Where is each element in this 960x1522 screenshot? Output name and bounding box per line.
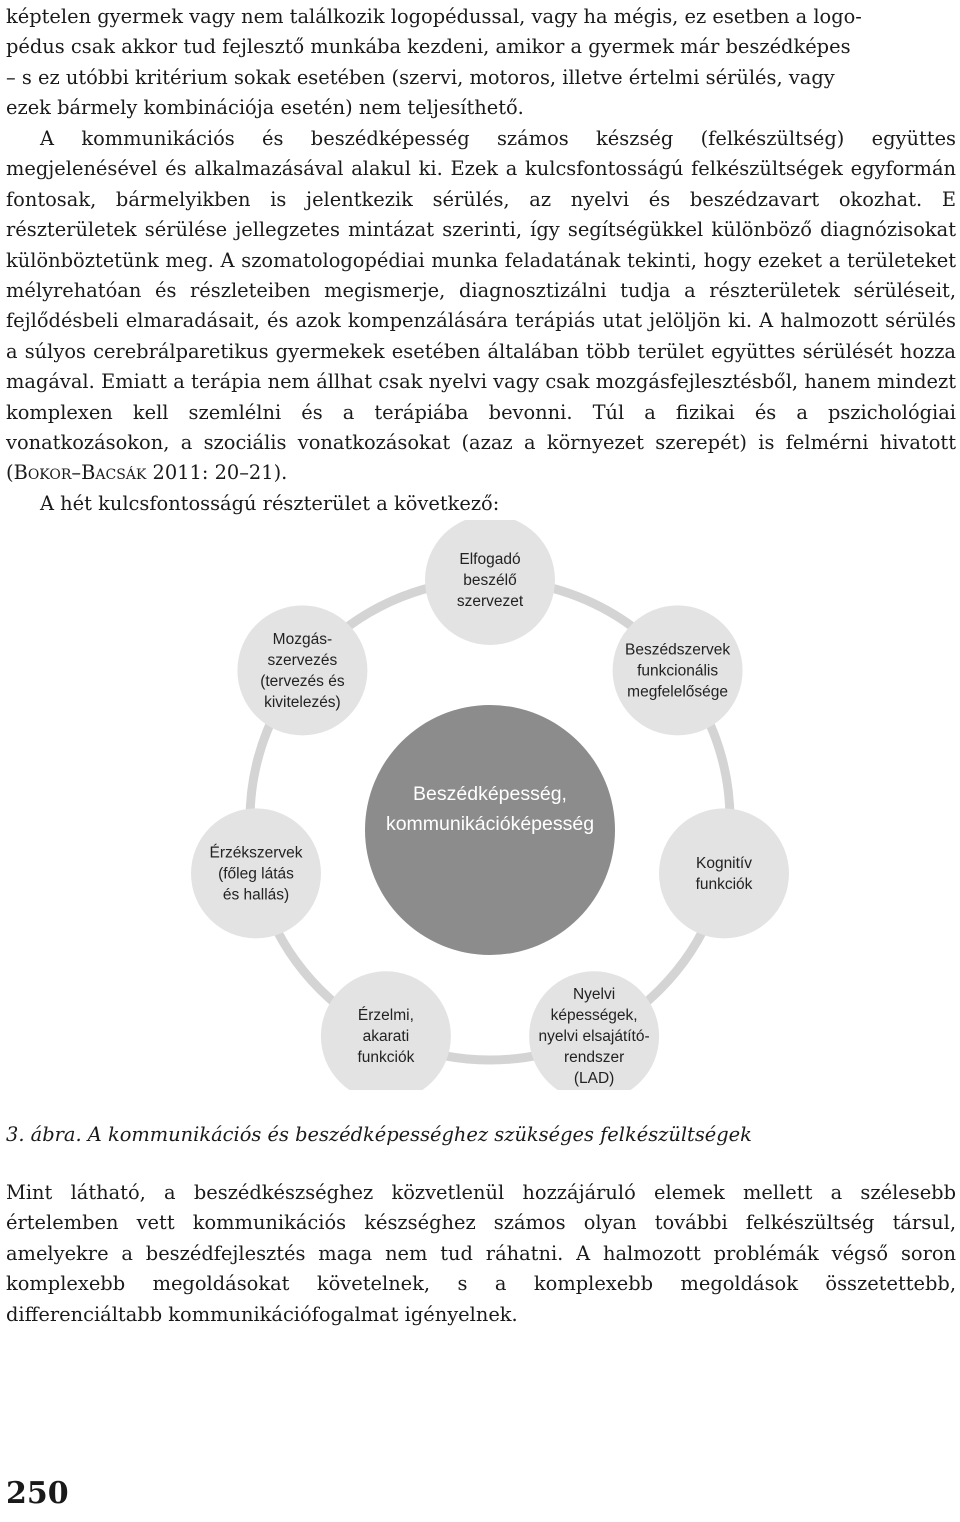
diagram-node-circle bbox=[237, 605, 367, 735]
diagram-node-label: funkciók bbox=[695, 875, 753, 893]
competences-diagram bbox=[0, 520, 960, 1090]
diagram-node-label: akarati bbox=[362, 1028, 410, 1046]
diagram-node-label: Kognitív bbox=[695, 854, 753, 872]
citation-dash: – bbox=[71, 461, 82, 485]
diagram-node-label: kivitelezés) bbox=[264, 693, 341, 711]
diagram-canvas bbox=[0, 520, 960, 1090]
text-line: ezek bármely kombinációja esetén) nem teljesíthető. bbox=[6, 96, 524, 120]
diagram-node-label: Érzelmi, bbox=[357, 1007, 414, 1025]
center-label-line: kommunikációképesség bbox=[385, 813, 595, 835]
citation-year-pages: 2011: 20–21). bbox=[146, 461, 288, 485]
paragraph-key-competences bbox=[6, 124, 956, 519]
page-number: 250 bbox=[6, 1476, 69, 1511]
diagram-node-label: Elfogadó bbox=[459, 551, 521, 568]
diagram-node-label: (tervezés és bbox=[260, 672, 345, 690]
diagram-node-label: funkciók bbox=[357, 1049, 415, 1067]
diagram-node-label: szervezés bbox=[267, 651, 338, 669]
diagram-node-label: funkcionális bbox=[637, 662, 719, 680]
text-line: pédus csak akkor tud fejlesztő munkába kezdeni, amikor a gyermek már beszédképes bbox=[6, 35, 851, 59]
diagram-node-label: szervezet bbox=[456, 593, 524, 610]
paragraph-conclusion bbox=[6, 1178, 956, 1330]
diagram-node-label: és hallás) bbox=[222, 886, 290, 904]
diagram-node-label: Érzékszervek bbox=[209, 844, 303, 862]
diagram-node-label: megfelelősége bbox=[627, 683, 729, 701]
diagram-node-label: képességek, bbox=[550, 1007, 638, 1025]
diagram-node-circle bbox=[659, 808, 789, 938]
diagram-node-label: Mozgás- bbox=[272, 630, 333, 648]
citation-author: Bokor bbox=[13, 461, 72, 485]
diagram-node-label: nyelvi elsajátító- bbox=[538, 1028, 650, 1046]
diagram-node-label: (LAD) bbox=[573, 1070, 615, 1088]
body-paragraph: Mint látható, a beszédkészséghez közvetlenül hozzájáruló elemek mellett a szélesebb értelemben vett kommunikációs készséghez számos olyan további felkészültség társul, amelyekre a beszédfejlesztés maga nem tud ráhatni. A halmozott problémák végső soron komplexebb megoldásokat követelnek, s a komplexebb megoldások összetettebb, differenciáltabb kommunikációfogalmat igényelnek. bbox=[6, 1181, 956, 1326]
paragraph-continuation bbox=[6, 2, 956, 124]
diagram-node-label: Beszédszervek bbox=[625, 641, 731, 659]
body-paragraph bbox=[6, 124, 956, 489]
center-label-line: Beszédképesség, bbox=[413, 783, 567, 805]
figure-caption: 3. ábra. A kommunikációs és beszédképességhez szükséges felkészültségek bbox=[6, 1123, 752, 1146]
diagram-node-label: beszélő bbox=[463, 572, 517, 589]
diagram-node-label: rendszer bbox=[563, 1049, 625, 1067]
diagram-node-label: (főleg látás bbox=[218, 865, 294, 883]
intro-line: A hét kulcsfontosságú részterület a következő: bbox=[40, 491, 500, 515]
citation-author: Bacsák bbox=[81, 461, 147, 485]
paragraph-text: A kommunikációs és beszédképesség számos készség (felkészültség) együttes megjelenésével és alkalmazásával alakul ki. Ezek a kulcsfontosságú felkészültségek egyformán fontosak, bármelyikben is jelentkezik sérülés, az nyelvi és beszédzavart okozhat. E részterületek sérülése jellegzetes mintázat szerinti, így segítségükkel különböző diagnózisokat különböztetünk meg. A szomatologopédiai munka feladatának tekinti, hogy ezeket a területeket mélyrehatóan és részleteiben megismerje, diagnosztizálni tudja a részterületek sérüléseit, fejlődésbeli elmaradásait, és azok kompenzálására terápiás utat jelöljön ki. A halmozott sérülés a súlyos cerebrálparetikus gyermekek esetében általában több terület együttes sérülését hozza magával. Emiatt a terápia nem állhat csak nyelvi vagy csak mozgásfejlesztésből, hanem mindezt komplexen kell szemlélni és a terápiába bevonni. Túl a fizikai és a pszichológiai vonatkozásokon, a szociális vonatkozásokat (azaz a környezet szerepét) is felmérni hivatott ( bbox=[6, 127, 956, 485]
text-line: – s ez utóbbi kritérium sokak esetében (szervi, motoros, illetve értelmi sérülés, vagy bbox=[6, 65, 835, 89]
text-line: képtelen gyermek vagy nem találkozik logopédussal, vagy ha mégis, ez esetben a logo- bbox=[6, 5, 862, 28]
diagram-node-label: Nyelvi bbox=[572, 986, 616, 1004]
